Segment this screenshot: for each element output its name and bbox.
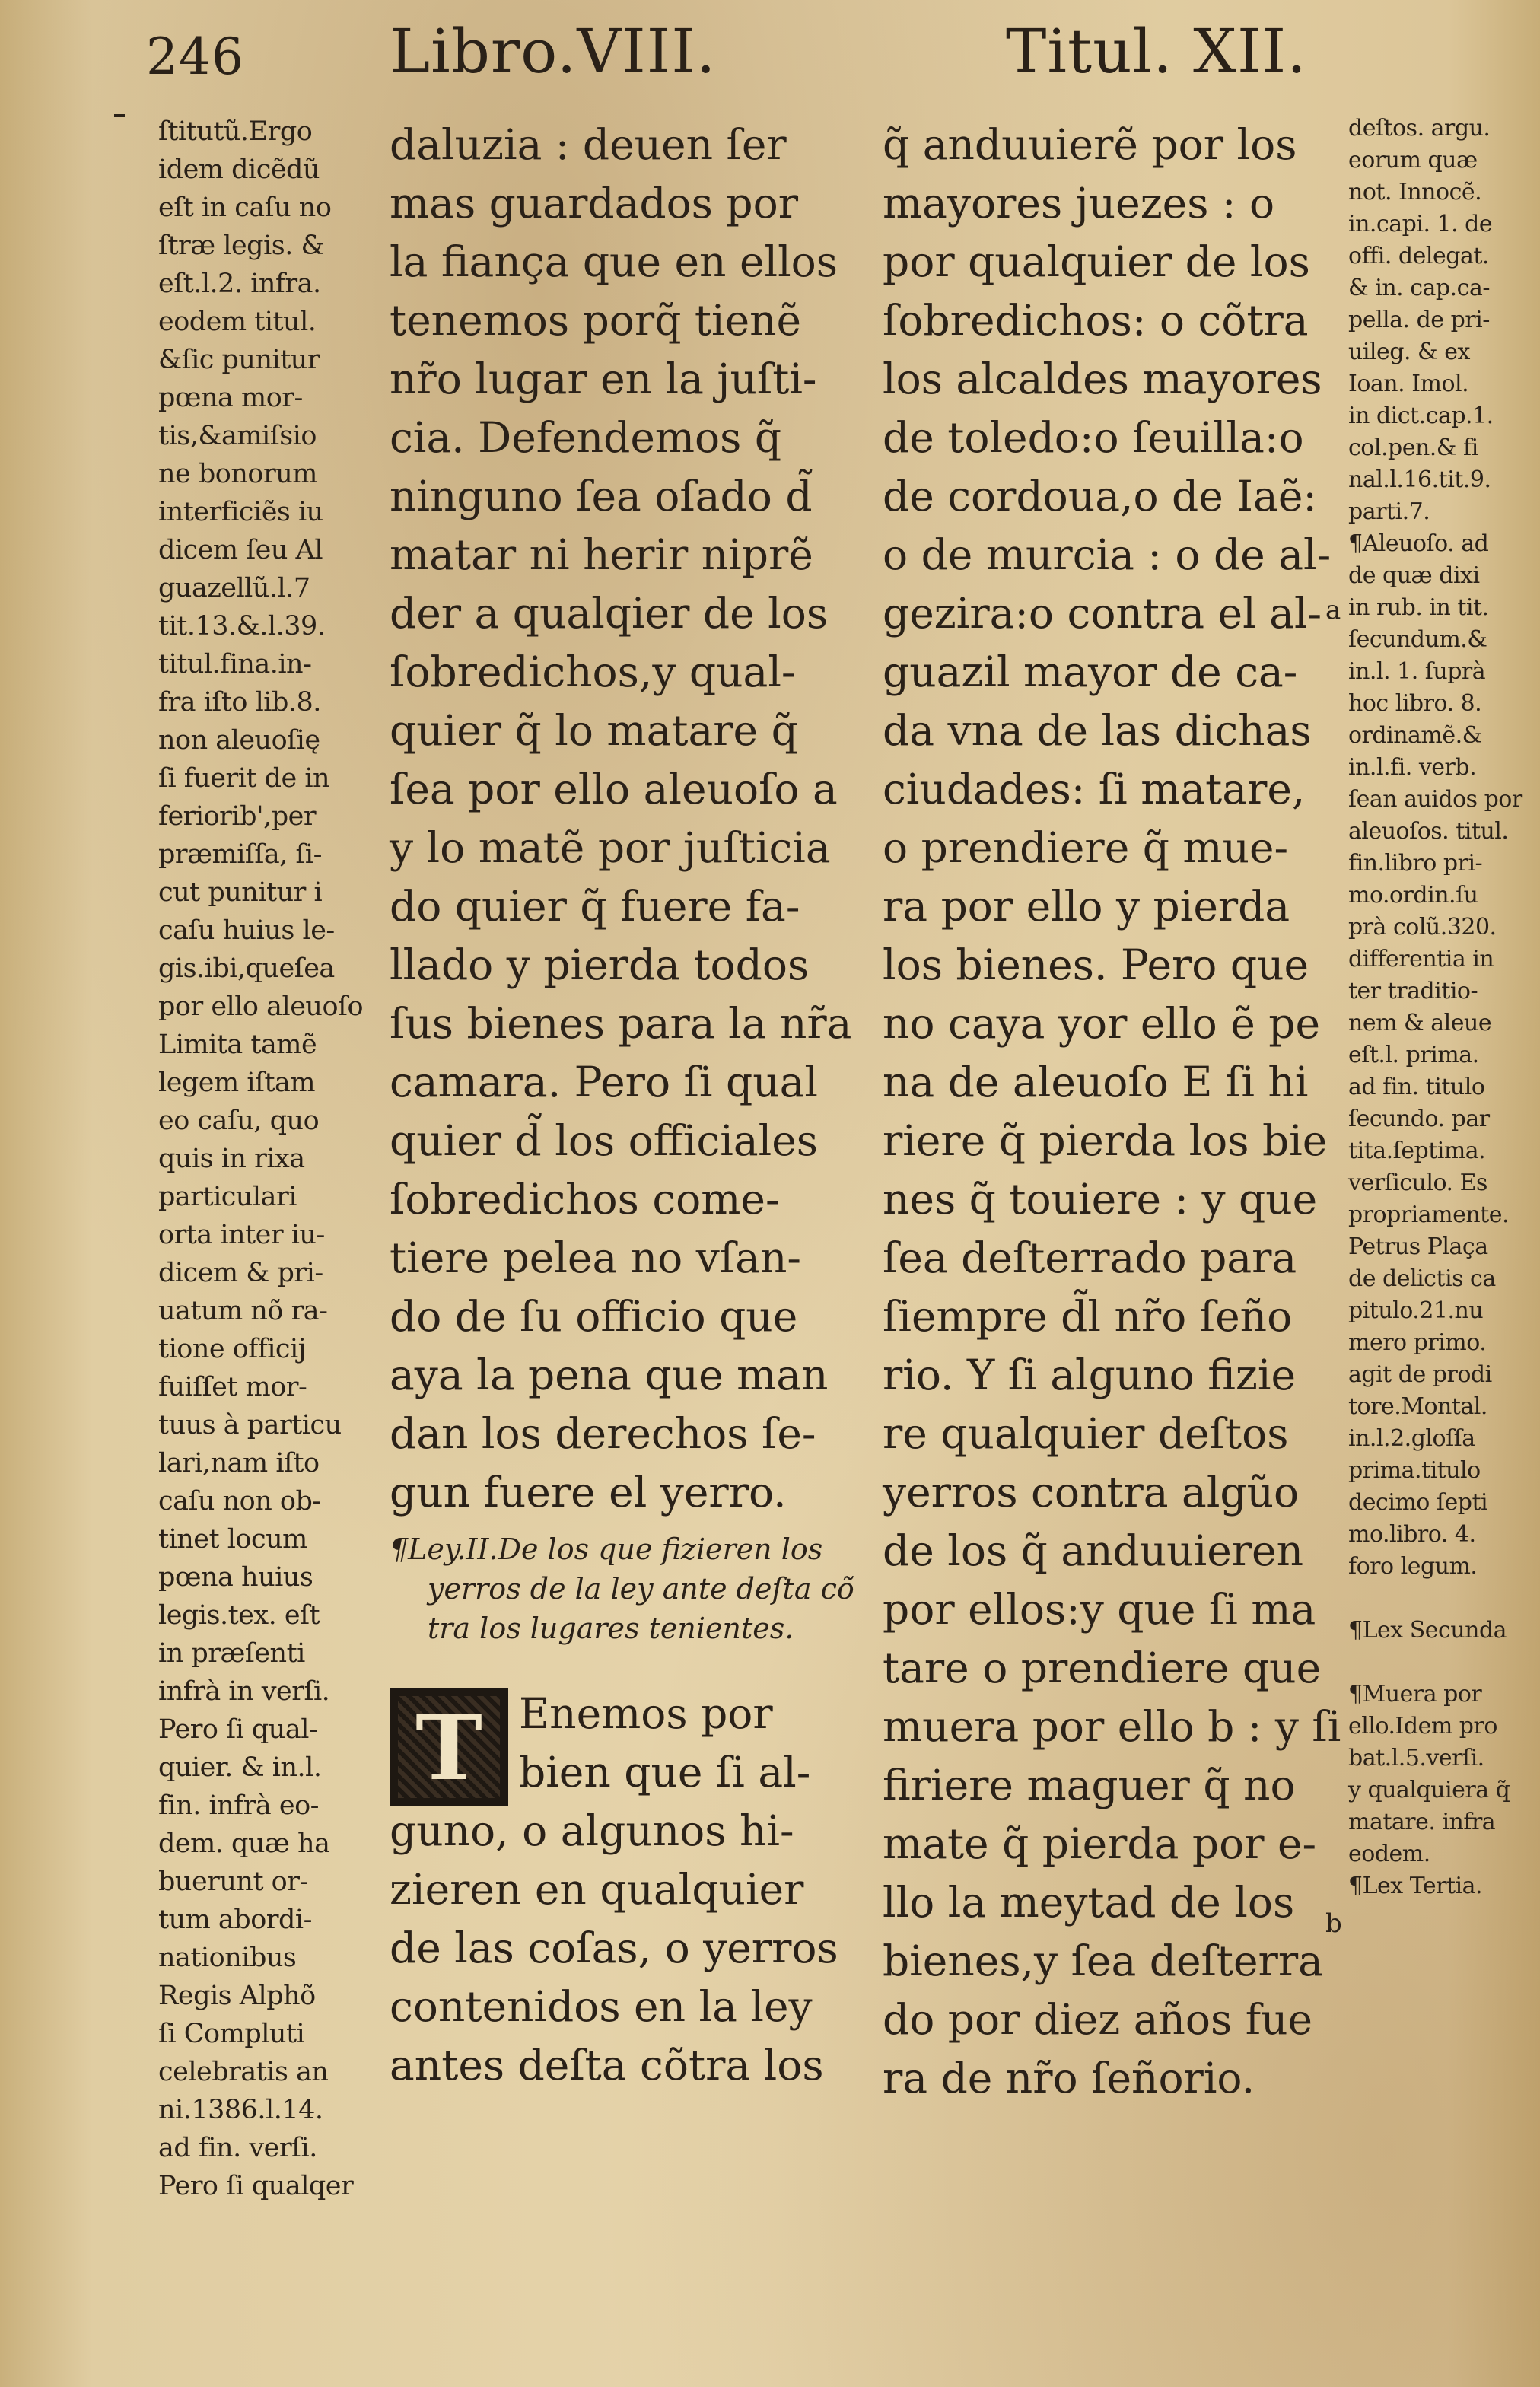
text-line: in.l. 1. ſuprà bbox=[1348, 658, 1486, 685]
text-line: o prendiere q̃ mue- bbox=[883, 823, 1289, 872]
text-line: ad fin. verſi. bbox=[158, 2133, 317, 2163]
text-line: mo.ordin.ſu bbox=[1348, 882, 1478, 909]
text-line: ¶Ley.II.De los que fizieren los bbox=[390, 1532, 823, 1566]
text-line: eo caſu, quo bbox=[158, 1106, 320, 1136]
page-number: 246 bbox=[146, 27, 244, 86]
text-line: Enemos por bbox=[519, 1689, 773, 1738]
right-marginal-gloss bbox=[1348, 113, 1522, 1902]
text-line: llo la meytad de los bbox=[883, 1878, 1295, 1927]
text-line: ſi fuerit de in bbox=[158, 763, 330, 794]
text-line: eodem titul. bbox=[158, 307, 317, 337]
text-line: ¶Aleuoſo. ad bbox=[1348, 530, 1489, 557]
text-line: y qualquiera q̃ bbox=[1348, 1777, 1510, 1803]
text-line: legem iſtam bbox=[158, 1068, 316, 1098]
text-line: gezira:o contra el al- bbox=[883, 589, 1322, 638]
text-line: in dict.cap.1. bbox=[1348, 403, 1494, 429]
text-line: pœna mor- bbox=[158, 383, 303, 413]
text-line: ne bonorum bbox=[158, 459, 317, 489]
text-line: dem. quæ ha bbox=[158, 1828, 330, 1859]
text-line: hoc libro. 8. bbox=[1348, 690, 1482, 717]
text-line: nal.l.16.tit.9. bbox=[1348, 466, 1491, 493]
text-line: verſiculo. Es bbox=[1348, 1170, 1488, 1196]
text-line: llado y pierda todos bbox=[390, 940, 810, 989]
text-line: gis.ibi,queſea bbox=[158, 953, 335, 984]
gloss-marker-b: b bbox=[1325, 1908, 1342, 1939]
text-line: da vna de las dichas bbox=[883, 706, 1312, 755]
book-heading: Libro.VIII. bbox=[390, 16, 717, 87]
initial-letter: T bbox=[415, 1694, 482, 1800]
main-column-2 bbox=[883, 116, 1341, 2108]
text-line: fin.libro pri- bbox=[1348, 850, 1483, 877]
text-line: tinet locum bbox=[158, 1524, 307, 1555]
text-line: ello.Idem pro bbox=[1348, 1713, 1497, 1739]
text-line: tis,&amiſsio bbox=[158, 421, 317, 451]
text-line: titul.fina.in- bbox=[158, 649, 312, 679]
text-line: ſobredichos: o cõtra bbox=[883, 296, 1309, 345]
text-line: la fiança que en ellos bbox=[390, 237, 838, 286]
text-line: antes deſta cõtra los bbox=[390, 2041, 824, 2089]
text-line: de los q̃ anduuieren bbox=[883, 1526, 1304, 1575]
text-line: daluzia : deuen ſer bbox=[390, 120, 787, 169]
margin-dash bbox=[114, 114, 125, 117]
text-line: quis in rixa bbox=[158, 1144, 305, 1174]
text-line: ninguno ſea oſado d̃ bbox=[390, 472, 813, 520]
text-line: por ello aleuoſo bbox=[158, 991, 364, 1022]
text-line: aya la pena que man bbox=[390, 1351, 829, 1399]
text-line: nationibus bbox=[158, 1943, 297, 1973]
text-line: yerros contra algũo bbox=[883, 1468, 1300, 1517]
text-line: Pero ſi qual- bbox=[158, 1714, 318, 1745]
text-line: pitulo.21.nu bbox=[1348, 1297, 1484, 1324]
text-line: mate q̃ pierda por e- bbox=[883, 1819, 1317, 1868]
running-header bbox=[0, 8, 1540, 91]
text-line: uatum nõ ra- bbox=[158, 1296, 328, 1326]
text-line: yerros de la ley ante deſta cõ bbox=[428, 1572, 854, 1606]
text-line: bienes,y ſea deſterra bbox=[883, 1937, 1323, 1985]
text-line: o de murcia : o de al- bbox=[883, 530, 1332, 579]
text-line: nr̃o lugar en la juſti- bbox=[390, 355, 817, 403]
text-line: dicem ſeu Al bbox=[158, 535, 323, 565]
text-line: fra iſto lib.8. bbox=[158, 687, 321, 718]
text-line: y lo matẽ por juſticia bbox=[390, 823, 831, 872]
text-line: legis.tex. eſt bbox=[158, 1600, 320, 1631]
text-line: ſi Compluti bbox=[158, 2019, 305, 2049]
text-line: eſt in caſu no bbox=[158, 193, 332, 223]
text-line: los alcaldes mayores bbox=[883, 355, 1322, 403]
text-line: q̃ anduuierẽ por los bbox=[883, 120, 1297, 169]
law-2-text bbox=[390, 1685, 838, 2095]
text-line: Petrus Plaça bbox=[1348, 1233, 1488, 1260]
text-line: firiere maguer q̃ no bbox=[883, 1761, 1296, 1809]
text-line: offi. delegat. bbox=[1348, 243, 1489, 269]
text-line: tuus à particu bbox=[158, 1410, 342, 1440]
text-line: pœna huius bbox=[158, 1562, 313, 1593]
text-line: ſea por ello aleuoſo a bbox=[390, 765, 838, 813]
text-line: eſt.l. prima. bbox=[1348, 1042, 1479, 1068]
text-line: ſecundo. par bbox=[1348, 1106, 1490, 1132]
text-line: ſiempre d̃l nr̃o ſeño bbox=[883, 1292, 1293, 1341]
text-line: ſecundum.& bbox=[1348, 626, 1488, 653]
text-line: aleuoſos. titul. bbox=[1348, 818, 1509, 845]
text-line: camara. Pero ſi qual bbox=[390, 1058, 818, 1106]
text-line: tiere pelea no vſan- bbox=[390, 1233, 801, 1282]
text-line: dan los derechos ſe- bbox=[390, 1409, 816, 1458]
text-line bbox=[1348, 1647, 1522, 1679]
text-line: in.l.2.gloſſa bbox=[1348, 1425, 1475, 1452]
text-line: Regis Alphõ bbox=[158, 1981, 316, 2011]
text-line: nes q̃ touiere : y que bbox=[883, 1175, 1318, 1224]
text-line: ſea deſterrado para bbox=[883, 1233, 1297, 1282]
gloss-marker-a: a bbox=[1325, 595, 1341, 625]
text-line: propriamente. bbox=[1348, 1201, 1509, 1228]
text-line: præmiſſa, ſi- bbox=[158, 839, 322, 870]
law-rubric bbox=[390, 1529, 854, 1648]
text-line: de delictis ca bbox=[1348, 1265, 1496, 1292]
text-line: riere q̃ pierda los bie bbox=[883, 1116, 1328, 1165]
text-line: tra los lugares tenientes. bbox=[428, 1612, 794, 1645]
text-line: feriorib',per bbox=[158, 801, 317, 832]
text-line: Ioan. Imol. bbox=[1348, 371, 1469, 397]
text-line: celebratis an bbox=[158, 2057, 329, 2087]
text-line: guazellũ.l.7 bbox=[158, 573, 310, 603]
text-line: not. Innocẽ. bbox=[1348, 179, 1482, 205]
text-line: contenidos en la ley bbox=[390, 1982, 813, 2031]
text-line: de quæ dixi bbox=[1348, 562, 1480, 589]
text-line: tione officij bbox=[158, 1334, 307, 1364]
text-line: quier. & in.l. bbox=[158, 1752, 322, 1783]
text-line: particulari bbox=[158, 1182, 297, 1212]
text-line: pella. de pri- bbox=[1348, 307, 1490, 333]
text-line: orta inter iu- bbox=[158, 1220, 325, 1250]
text-line: interficiẽs iu bbox=[158, 497, 323, 527]
text-line: tare o prendiere que bbox=[883, 1644, 1322, 1692]
text-line: por ellos:y que ſi ma bbox=[883, 1585, 1316, 1634]
text-line: ciudades: ſi matare, bbox=[883, 765, 1306, 813]
text-line: nem & aleue bbox=[1348, 1010, 1492, 1036]
text-line: tum abordi- bbox=[158, 1905, 312, 1935]
text-line: los bienes. Pero que bbox=[883, 940, 1309, 989]
text-line: parti.7. bbox=[1348, 498, 1430, 525]
text-line: tit.13.&.l.39. bbox=[158, 611, 326, 641]
text-line: de las coſas, o yerros bbox=[390, 1924, 838, 1972]
text-line: eſt.l.2. infra. bbox=[158, 269, 321, 299]
text-line: eorum quæ bbox=[1348, 147, 1478, 173]
text-line: ¶Lex Secunda bbox=[1348, 1617, 1507, 1644]
text-line: na de aleuoſo E ſi hi bbox=[883, 1058, 1309, 1106]
text-line bbox=[1348, 1583, 1522, 1615]
text-line: ni.1386.l.14. bbox=[158, 2095, 323, 2125]
text-line: ſobredichos come- bbox=[390, 1175, 780, 1224]
text-line: in rub. in tit. bbox=[1348, 594, 1489, 621]
text-line: de cordoua,o de Iaẽ: bbox=[883, 472, 1317, 520]
text-line: in.l.fi. verb. bbox=[1348, 754, 1477, 781]
text-line: tenemos porq̃ tienẽ bbox=[390, 296, 802, 345]
text-line: ¶Lex Tertia. bbox=[1348, 1873, 1483, 1899]
text-line: ſtræ legis. & bbox=[158, 231, 325, 261]
text-line: ſus bienes para la nr̃a bbox=[390, 999, 852, 1048]
text-line: non aleuoſię bbox=[158, 725, 320, 756]
text-line: por qualquier de los bbox=[883, 237, 1310, 286]
text-line: ter traditio- bbox=[1348, 978, 1478, 1004]
text-line: ¶Muera por bbox=[1348, 1681, 1482, 1708]
main-column-1 bbox=[390, 116, 851, 1522]
text-line: rio. Y ſi alguno fizie bbox=[883, 1351, 1297, 1399]
text-line: ordinamẽ.& bbox=[1348, 722, 1482, 749]
title-heading: Titul. XII. bbox=[1006, 16, 1307, 87]
text-line: ſean auidos por bbox=[1348, 786, 1522, 813]
text-line: caſu non ob- bbox=[158, 1486, 321, 1517]
text-line: ad fin. titulo bbox=[1348, 1074, 1485, 1100]
text-line: bat.l.5.verſi. bbox=[1348, 1745, 1484, 1771]
text-line: uileg. & ex bbox=[1348, 339, 1470, 365]
text-line: gun fuere el yerro. bbox=[390, 1468, 787, 1517]
text-line: guno, o algunos hi- bbox=[390, 1806, 794, 1855]
text-line: zieren en qualquier bbox=[390, 1865, 804, 1914]
text-line: mo.libro. 4. bbox=[1348, 1521, 1476, 1548]
text-line: tita.ſeptima. bbox=[1348, 1138, 1486, 1164]
text-line: prà colũ.320. bbox=[1348, 914, 1497, 940]
text-line: de toledo:o ſeuilla:o bbox=[883, 413, 1304, 462]
text-line: guazil mayor de ca- bbox=[883, 648, 1298, 696]
text-line: differentia in bbox=[1348, 946, 1494, 972]
text-line: mas guardados por bbox=[390, 179, 799, 228]
text-line: no caya yor ello ẽ pe bbox=[883, 999, 1321, 1048]
text-line: eodem. bbox=[1348, 1841, 1430, 1867]
text-line: bien que ſi al- bbox=[519, 1748, 811, 1797]
text-line: Limita tamẽ bbox=[158, 1030, 317, 1060]
text-line: buerunt or- bbox=[158, 1867, 308, 1897]
text-line: der a qualqier de los bbox=[390, 589, 829, 638]
text-line: dicem & pri- bbox=[158, 1258, 323, 1288]
text-line: idem dicẽdũ bbox=[158, 154, 320, 185]
text-line: matar ni herir niprẽ bbox=[390, 530, 813, 579]
text-line: do de ſu officio que bbox=[390, 1292, 798, 1341]
text-line: muera por ello b : y ſi bbox=[883, 1702, 1341, 1751]
text-line: mero primo. bbox=[1348, 1329, 1487, 1356]
text-line: fin. infrà eo- bbox=[158, 1790, 319, 1821]
text-line: ra por ello y pierda bbox=[883, 882, 1290, 931]
text-line: &ſic punitur bbox=[158, 345, 320, 375]
text-line: mayores juezes : o bbox=[883, 179, 1275, 228]
text-line: re qualquier deſtos bbox=[883, 1409, 1289, 1458]
text-line: ſtitutũ.Ergo bbox=[158, 116, 313, 147]
text-line: quier q̃ lo matare q̃ bbox=[390, 706, 798, 755]
text-line: infrà in verſi. bbox=[158, 1676, 330, 1707]
text-line: agit de prodi bbox=[1348, 1361, 1492, 1388]
text-line: lari,nam iſto bbox=[158, 1448, 320, 1478]
text-line: in.capi. 1. de bbox=[1348, 211, 1493, 237]
text-line: caſu huius le- bbox=[158, 915, 335, 946]
text-line: do quier q̃ fuere fa- bbox=[390, 882, 800, 931]
left-marginal-gloss bbox=[158, 113, 363, 2205]
text-line: do por diez años fue bbox=[883, 1995, 1313, 2044]
text-line: matare. infra bbox=[1348, 1809, 1496, 1835]
text-line: decimo ſepti bbox=[1348, 1489, 1488, 1516]
text-line: tore.Montal. bbox=[1348, 1393, 1488, 1420]
text-line: prima.titulo bbox=[1348, 1457, 1481, 1484]
text-line: ſobredichos,y qual- bbox=[390, 648, 796, 696]
text-line: foro legum. bbox=[1348, 1553, 1478, 1580]
text-line: cut punitur i bbox=[158, 877, 323, 908]
text-line: in præſenti bbox=[158, 1638, 305, 1669]
text-line: cia. Defendemos q̃ bbox=[390, 413, 782, 462]
text-line: Pero ſi qualqer bbox=[158, 2171, 354, 2201]
text-line: quier d̃ los officiales bbox=[390, 1116, 818, 1165]
text-line: fuiſſet mor- bbox=[158, 1372, 307, 1402]
text-line: deſtos. argu. bbox=[1348, 115, 1491, 142]
text-line: ra de nr̃o ſeñorio. bbox=[883, 2054, 1255, 2102]
text-line: col.pen.& fi bbox=[1348, 434, 1478, 461]
text-line: & in. cap.ca- bbox=[1348, 275, 1490, 301]
